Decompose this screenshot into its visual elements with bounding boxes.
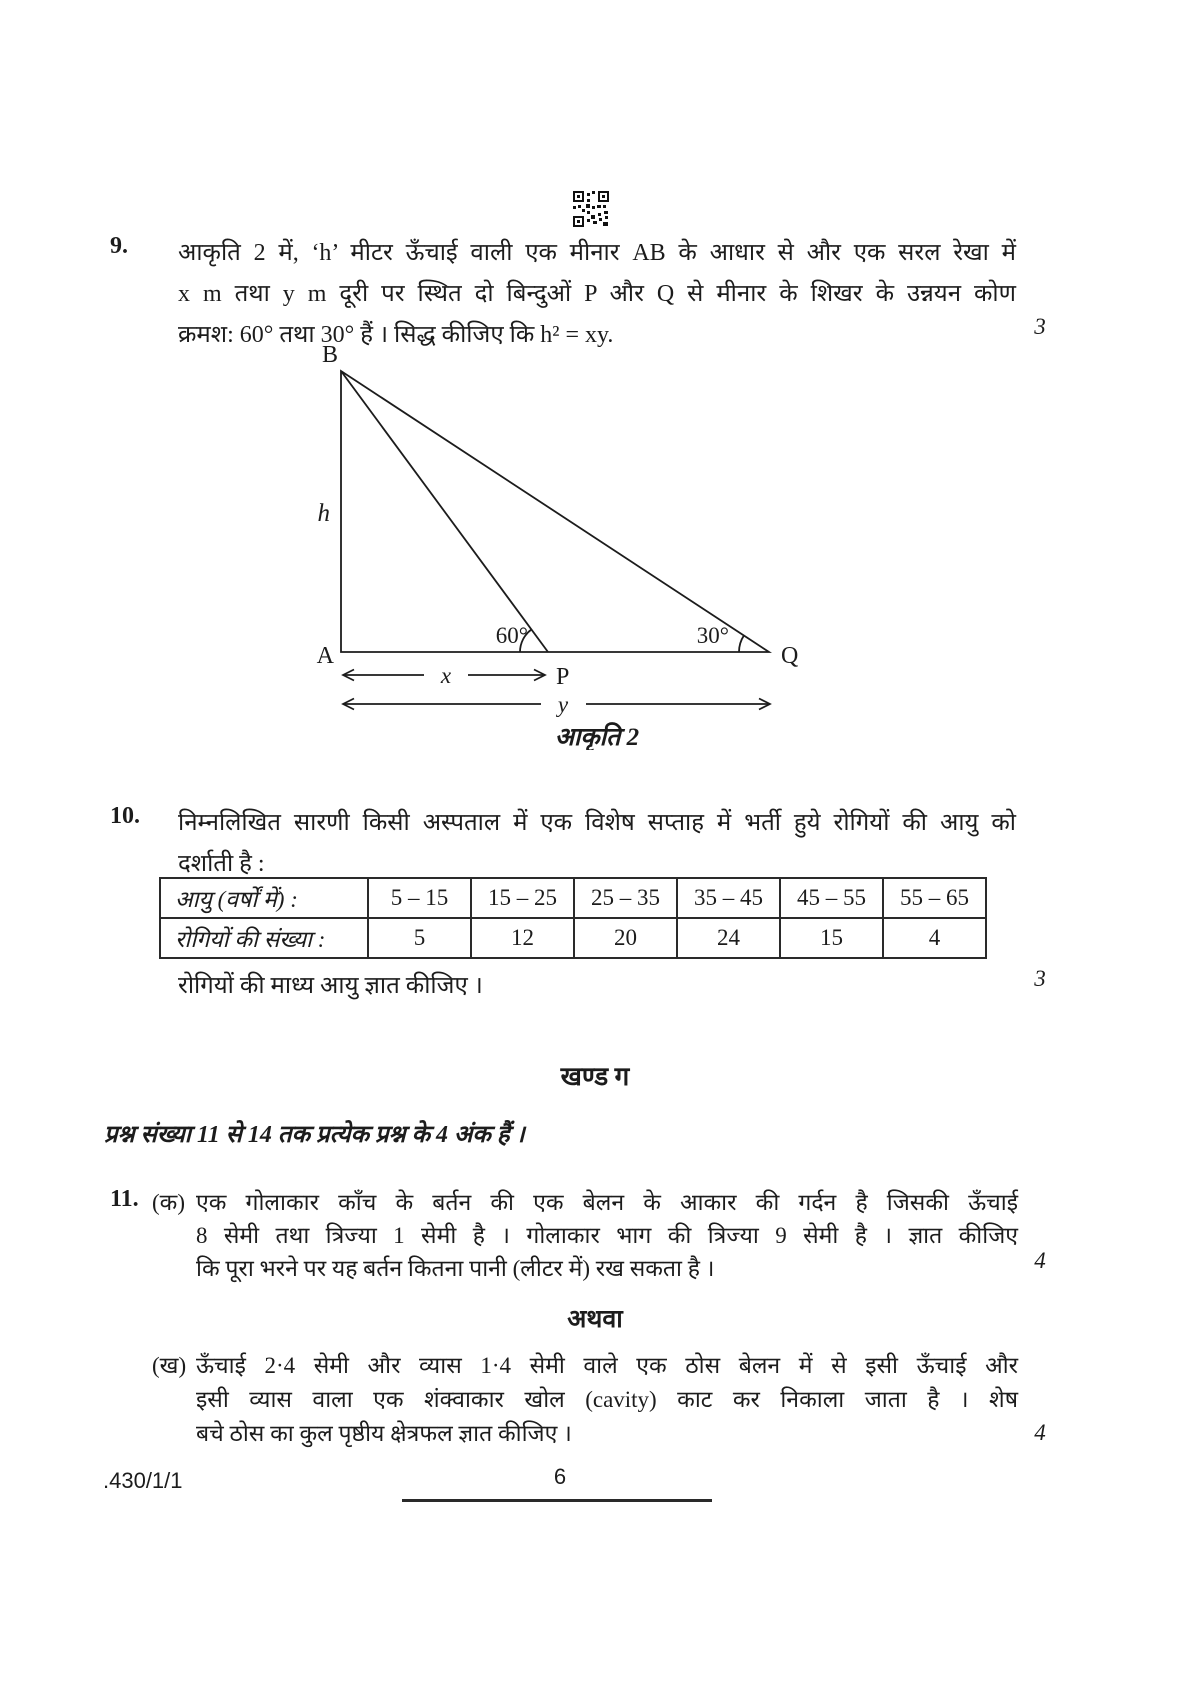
dim-label-y: y — [557, 692, 569, 717]
q10-line-1: निम्नलिखित सारणी किसी अस्पताल में एक विशेष सप्ताह में भर्ती हुये रोगियों की आयु को — [178, 810, 1016, 836]
q11-part-a-text — [196, 1186, 1018, 1285]
q11a-line-3: कि पूरा भरने पर यह बर्तन कितना पानी (लीटर में) रख सकता है । — [196, 1256, 715, 1281]
vertex-label-a: A — [316, 643, 334, 669]
age-row-label: आयु (वर्षों में) : — [160, 878, 368, 918]
table-row-patients — [160, 918, 986, 958]
q10-text — [178, 803, 1016, 885]
q9-marks: 3 — [1034, 314, 1046, 339]
q11-part-a-label: (क) — [152, 1190, 185, 1215]
q11-part-b-marks: 4 — [1034, 1420, 1046, 1445]
footer-rule — [402, 1499, 712, 1502]
q11-part-a-marks: 4 — [1034, 1248, 1046, 1273]
age-range-cell: 55 – 65 — [883, 878, 986, 918]
q11a-line-2: 8 सेमी तथा त्रिज्या 1 सेमी है । गोलाकार भाग की त्रिज्या 9 सेमी है । ज्ञात कीजिए — [196, 1223, 1018, 1248]
q11-or-label: अथवा — [567, 1306, 623, 1333]
vertex-label-b: B — [321, 342, 338, 368]
patient-count-cell: 4 — [883, 918, 986, 958]
patient-count-cell: 15 — [780, 918, 883, 958]
figure-akriti-2 — [300, 340, 820, 750]
age-range-cell: 5 – 15 — [368, 878, 471, 918]
q9-line-2: x m तथा y m दूरी पर स्थित दो बिन्दुओं P और Q से मीनार के शिखर के उन्नयन कोण — [178, 281, 1016, 307]
triangle-lines — [341, 371, 769, 652]
angle-label-60: 60° — [495, 623, 528, 648]
footer-paper-code: .430/1/1 — [103, 1468, 183, 1493]
q10-line-2: दर्शाती है : — [178, 851, 265, 877]
q10-question-line: रोगियों की माध्य आयु ज्ञात कीजिए । — [178, 973, 483, 999]
age-frequency-table — [159, 877, 987, 959]
patients-row-label: रोगियों की संख्या : — [160, 918, 368, 958]
section-c-instruction: प्रश्न संख्या 11 से 14 तक प्रत्येक प्रश्न के 4 अंक हैं । — [104, 1122, 525, 1148]
q10-marks: 3 — [1034, 966, 1046, 991]
q9-line-1: आकृति 2 में, ‘h’ मीटर ऊँचाई वाली एक मीनार AB के आधार से और एक सरल रेखा में — [178, 240, 1016, 266]
patient-count-cell: 20 — [574, 918, 677, 958]
footer-page-number: 6 — [553, 1464, 567, 1489]
age-range-cell: 45 – 55 — [780, 878, 883, 918]
angle-label-30: 30° — [696, 623, 729, 648]
q11-part-b-label: (ख) — [152, 1353, 187, 1378]
table-row-age — [160, 878, 986, 918]
q11b-line-2: इसी व्यास वाला एक शंक्वाकार खोल (cavity) काट कर निकाला जाता है । शेष — [196, 1387, 1018, 1412]
section-c-heading: खण्ड ग — [560, 1062, 630, 1091]
patient-count-cell: 12 — [471, 918, 574, 958]
q9-line-3: क्रमश: 60° तथा 30° हैं । सिद्ध कीजिए कि h² = xy. — [178, 322, 614, 348]
qr-code — [573, 191, 609, 227]
height-label-h: h — [317, 500, 330, 527]
q11b-line-3: बचे ठोस का कुल पृष्ठीय क्षेत्रफल ज्ञात कीजिए । — [196, 1421, 572, 1446]
point-label-q: Q — [781, 643, 799, 669]
q11a-line-1: एक गोलाकार काँच के बर्तन की एक बेलन के आकार की गर्दन है जिसकी ऊँचाई — [196, 1190, 1018, 1215]
patient-count-cell: 24 — [677, 918, 780, 958]
point-label-p: P — [556, 664, 570, 690]
q9-text — [178, 233, 1016, 356]
q11b-line-1: ऊँचाई 2·4 सेमी और व्यास 1·4 सेमी वाले एक ठोस बेलन में से इसी ऊँचाई और — [196, 1353, 1018, 1378]
q11-part-b-text — [196, 1349, 1018, 1451]
age-range-cell: 15 – 25 — [471, 878, 574, 918]
age-range-cell: 25 – 35 — [574, 878, 677, 918]
q10-number: 10. — [110, 803, 140, 829]
sightline-bp — [341, 371, 548, 652]
q9-number: 9. — [110, 233, 128, 259]
dim-label-x: x — [440, 663, 452, 688]
angle-arc-q — [739, 636, 744, 653]
y-dimension-arrow — [343, 699, 770, 710]
age-range-cell: 35 – 45 — [677, 878, 780, 918]
figure-caption: आकृति 2 — [554, 724, 640, 750]
q11-number: 11. — [110, 1186, 139, 1212]
patient-count-cell: 5 — [368, 918, 471, 958]
